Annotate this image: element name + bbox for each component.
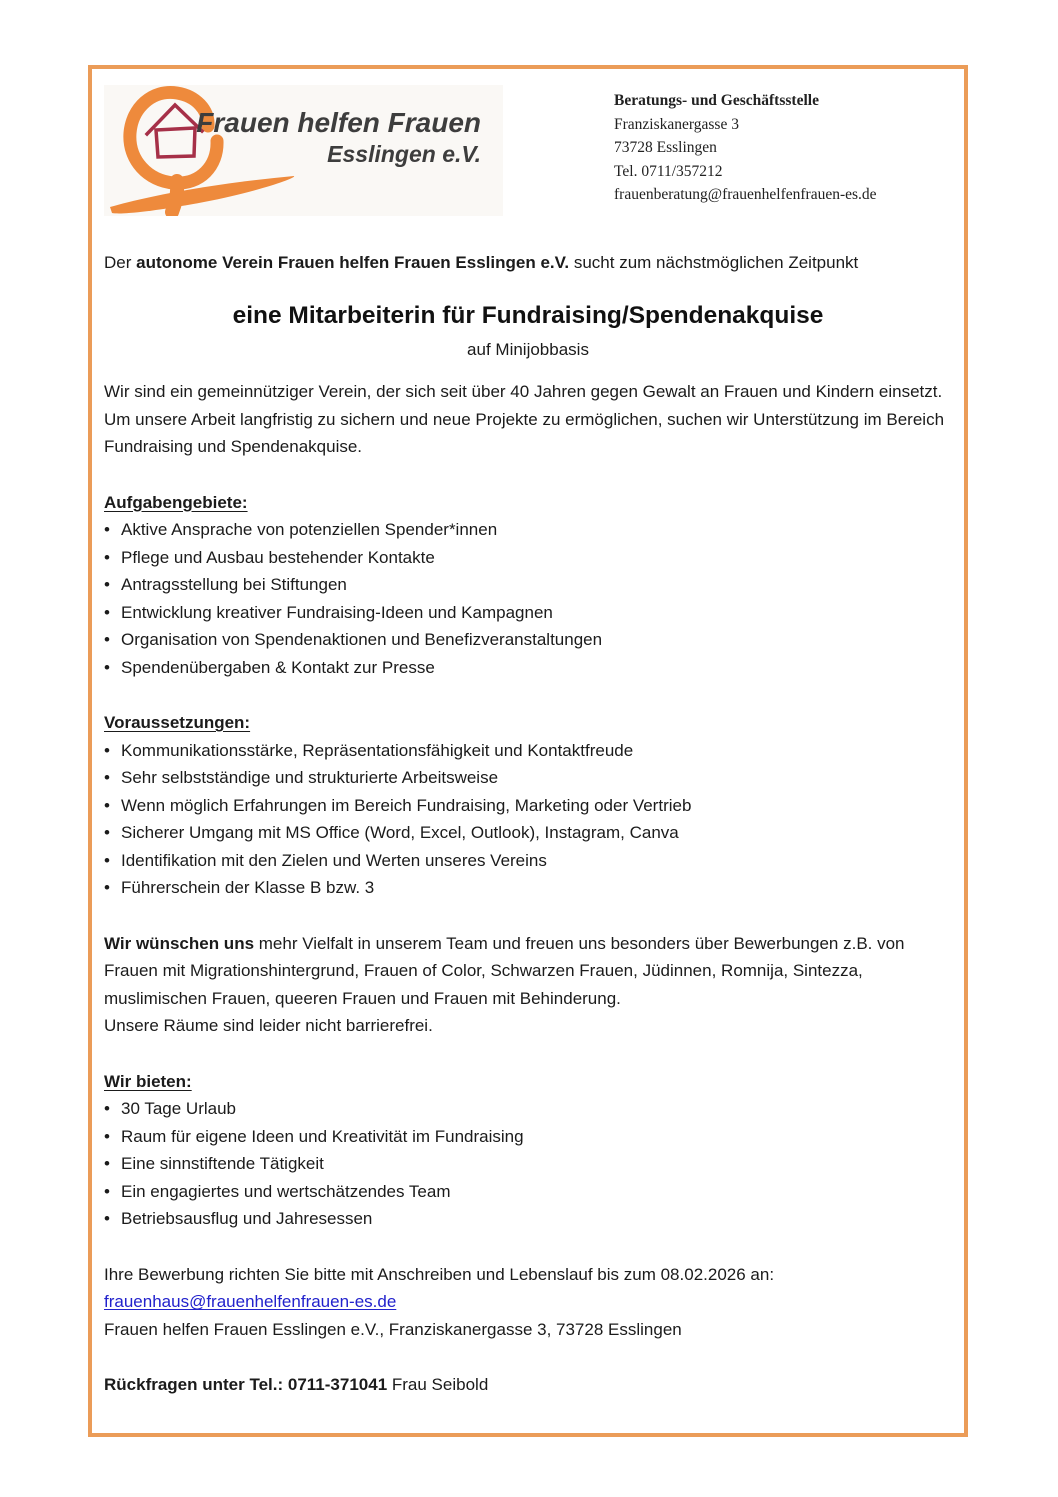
logo-org-location: Esslingen e.V. bbox=[327, 141, 481, 167]
inquiries-line bbox=[104, 1371, 952, 1399]
intro-bold: autonome Verein Frauen helfen Frauen Esslingen e.V. bbox=[136, 253, 570, 272]
list-item: • Spendenübergaben & Kontakt zur Presse bbox=[104, 654, 952, 682]
header bbox=[104, 69, 952, 219]
section-heading-tasks: Aufgabengebiete: bbox=[104, 492, 248, 512]
list-item: • Betriebsausflug und Jahresessen bbox=[104, 1205, 952, 1233]
list-item: • Sicherer Umgang mit MS Office (Word, Excel, Outlook), Instagram, Canva bbox=[104, 819, 952, 847]
application-instruction: Ihre Bewerbung richten Sie bitte mit Anschreiben und Lebenslauf bis zum 08.02.2026 an: bbox=[104, 1264, 775, 1284]
contact-city: 73728 Esslingen bbox=[614, 139, 717, 156]
contact-block bbox=[614, 89, 877, 207]
application-block bbox=[104, 1261, 952, 1344]
application-address: Frauen helfen Frauen Esslingen e.V., Franziskanergasse 3, 73728 Esslingen bbox=[104, 1319, 682, 1339]
contact-phone: Tel. 0711/357212 bbox=[614, 162, 723, 180]
list-item: • Antragsstellung bei Stiftungen bbox=[104, 571, 952, 599]
inquiries-name: Frau Seibold bbox=[387, 1375, 489, 1394]
offer-list bbox=[104, 1095, 952, 1233]
logo bbox=[104, 85, 503, 216]
contact-email: frauenberatung@frauenhelfenfrauen-es.de bbox=[614, 186, 877, 203]
inquiries-bold: Rückfragen unter Tel.: 0711-371041 bbox=[104, 1375, 388, 1394]
list-item: • Eine sinnstiftende Tätigkeit bbox=[104, 1150, 952, 1178]
list-item: • Kommunikationsstärke, Repräsentationsfähigkeit und Kontaktfreude bbox=[104, 737, 952, 765]
page-content bbox=[92, 69, 964, 1433]
about-paragraph: Wir sind ein gemeinnütziger Verein, der sich seit über 40 Jahren gegen Gewalt an Frauen und Kindern einsetzt. Um unsere Arbeit langfristig zu sichern und neue Projekte zu ermöglichen, suchen wir Unterstützung im Bereich Fundraising und Spendenakquise. bbox=[104, 382, 945, 456]
list-item: • 30 Tage Urlaub bbox=[104, 1095, 952, 1123]
list-item: • Organisation von Spendenaktionen und Benefizveranstaltungen bbox=[104, 626, 952, 654]
tasks-list bbox=[104, 516, 952, 681]
diversity-bold: Wir wünschen uns bbox=[104, 933, 255, 953]
requirements-list bbox=[104, 737, 952, 902]
intro-line bbox=[104, 249, 952, 277]
diversity-paragraph bbox=[104, 930, 952, 1040]
intro-suffix: sucht zum nächstmöglichen Zeitpunkt bbox=[569, 253, 859, 272]
section-heading-offer: Wir bieten: bbox=[104, 1071, 192, 1091]
list-item: • Aktive Ansprache von potenziellen Spender*innen bbox=[104, 516, 952, 544]
job-subtitle: auf Minijobbasis bbox=[467, 339, 589, 359]
job-posting-page bbox=[88, 65, 968, 1437]
list-item: • Ein engagiertes und wertschätzendes Team bbox=[104, 1178, 952, 1206]
section-heading-requirements: Voraussetzungen: bbox=[104, 713, 251, 732]
list-item: • Entwicklung kreativer Fundraising-Ideen und Kampagnen bbox=[104, 599, 952, 627]
contact-street: Franziskanergasse 3 bbox=[614, 115, 739, 133]
list-item: • Raum für eigene Ideen und Kreativität im Fundraising bbox=[104, 1123, 952, 1151]
logo-text bbox=[196, 107, 481, 168]
logo-org-name: Frauen helfen Frauen bbox=[196, 107, 481, 138]
diversity-text: mehr Vielfalt in unserem Team und freuen uns besonders über Bewerbungen z.B. von Frauen mit Migrationshintergrund, Frauen of Color, Schwarzen Frauen, Jüdinnen, Romnija, Sintezza, muslimischen Frauen, queeren Frauen und Frauen mit Behinderung. bbox=[104, 933, 905, 1008]
contact-title: Beratungs- und Geschäftsstelle bbox=[614, 92, 819, 109]
list-item: • Pflege und Ausbau bestehender Kontakte bbox=[104, 544, 952, 572]
list-item: • Identifikation mit den Zielen und Werten unseres Vereins bbox=[104, 847, 952, 875]
diversity-note: Unsere Räume sind leider nicht barrierefrei. bbox=[104, 1016, 433, 1035]
application-email-link[interactable]: frauenhaus@frauenhelfenfrauen-es.de bbox=[104, 1292, 397, 1311]
list-item: • Führerschein der Klasse B bzw. 3 bbox=[104, 874, 952, 902]
list-item: • Sehr selbstständige und strukturierte Arbeitsweise bbox=[104, 764, 952, 792]
list-item: • Wenn möglich Erfahrungen im Bereich Fundraising, Marketing oder Vertrieb bbox=[104, 792, 952, 820]
job-title: eine Mitarbeiterin für Fundraising/Spendenakquise bbox=[232, 301, 824, 329]
intro-prefix: Der bbox=[104, 253, 137, 272]
